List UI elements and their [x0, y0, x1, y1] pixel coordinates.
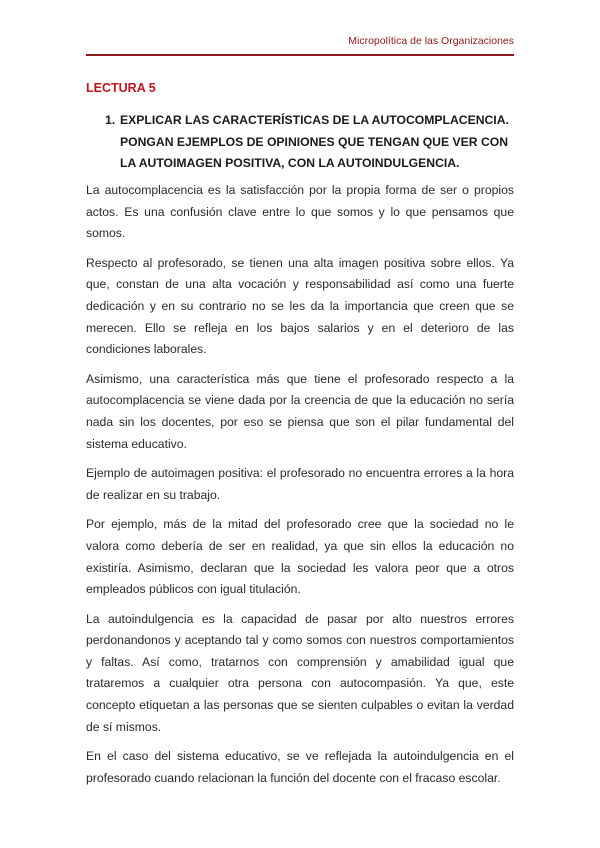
question-text: EXPLICAR LAS CARACTERÍSTICAS DE LA AUTOCOMPLACENCIA. PONGAN EJEMPLOS DE OPINIONES QUE TENGAN QUE VER CON LA AUTOIMAGEN POSITIVA, CON LA AUTOINDULGENCIA.: [120, 113, 509, 170]
paragraph-ejemplo-valoracion: Por ejemplo, más de la mitad del profesorado cree que la sociedad no le valora como debería de ser en realidad, ya que sin ellos la educación no existiría. Asimismo, declaran que la sociedad les valora peor que a otros empleados públicos con igual titulación.: [86, 517, 514, 597]
paragraph-definition-autocomplacencia: La autocomplacencia es la satisfacción por la propia forma de ser o propios actos. Es una confusión clave entre lo que somos y lo que pensamos que somos.: [86, 183, 514, 241]
question-number: 1.: [105, 113, 116, 127]
document-header-title: Micropolítica de las Organizaciones: [348, 35, 514, 47]
paragraph-autoindulgencia: La autoindulgencia es la capacidad de pasar por alto nuestros errores perdonandonos y aceptando tal y como somos con nuestros comportamientos y faltas. Así como, tratarnos con comprensión y amabilidad igual que trataremos a cualquier otra persona con autocompasión. Ya que, este concepto etiquetan a las personas que se sienten culpables o evitan la verdad de sí mismos.: [86, 611, 514, 734]
paragraph-ejemplo-autoimagen: Ejemplo de autoimagen positiva: el profesorado no encuentra errores a la hora de realizar en su trabajo.: [86, 466, 514, 502]
question-heading: [105, 110, 515, 175]
paragraph-sistema-educativo: En el caso del sistema educativo, se ve reflejada la autoindulgencia en el profesorado cuando relacionan la función del docente con el fracaso escolar.: [86, 749, 514, 785]
paragraph-caracteristica: Asimismo, una característica más que tiene el profesorado respecto a la autocomplacencia se viene dada por la creencia de que la educación no sería nada sin los docentes, por eso se piensa que son el pilar fundamental del sistema educativo.: [86, 371, 514, 451]
document-body: [86, 180, 514, 797]
paragraph-profesorado-imagen: Respecto al profesorado, se tienen una alta imagen positiva sobre ellos. Ya que, constan de una alta vocación y responsabilidad así como una fuerte dedicación y en su contrario no se les da la importancia que creen que se merecen. Ello se refleja en los bajos salarios y en el deterioro de las condiciones laborales.: [86, 255, 514, 357]
header-divider: [86, 54, 514, 56]
section-label: LECTURA 5: [86, 81, 156, 95]
